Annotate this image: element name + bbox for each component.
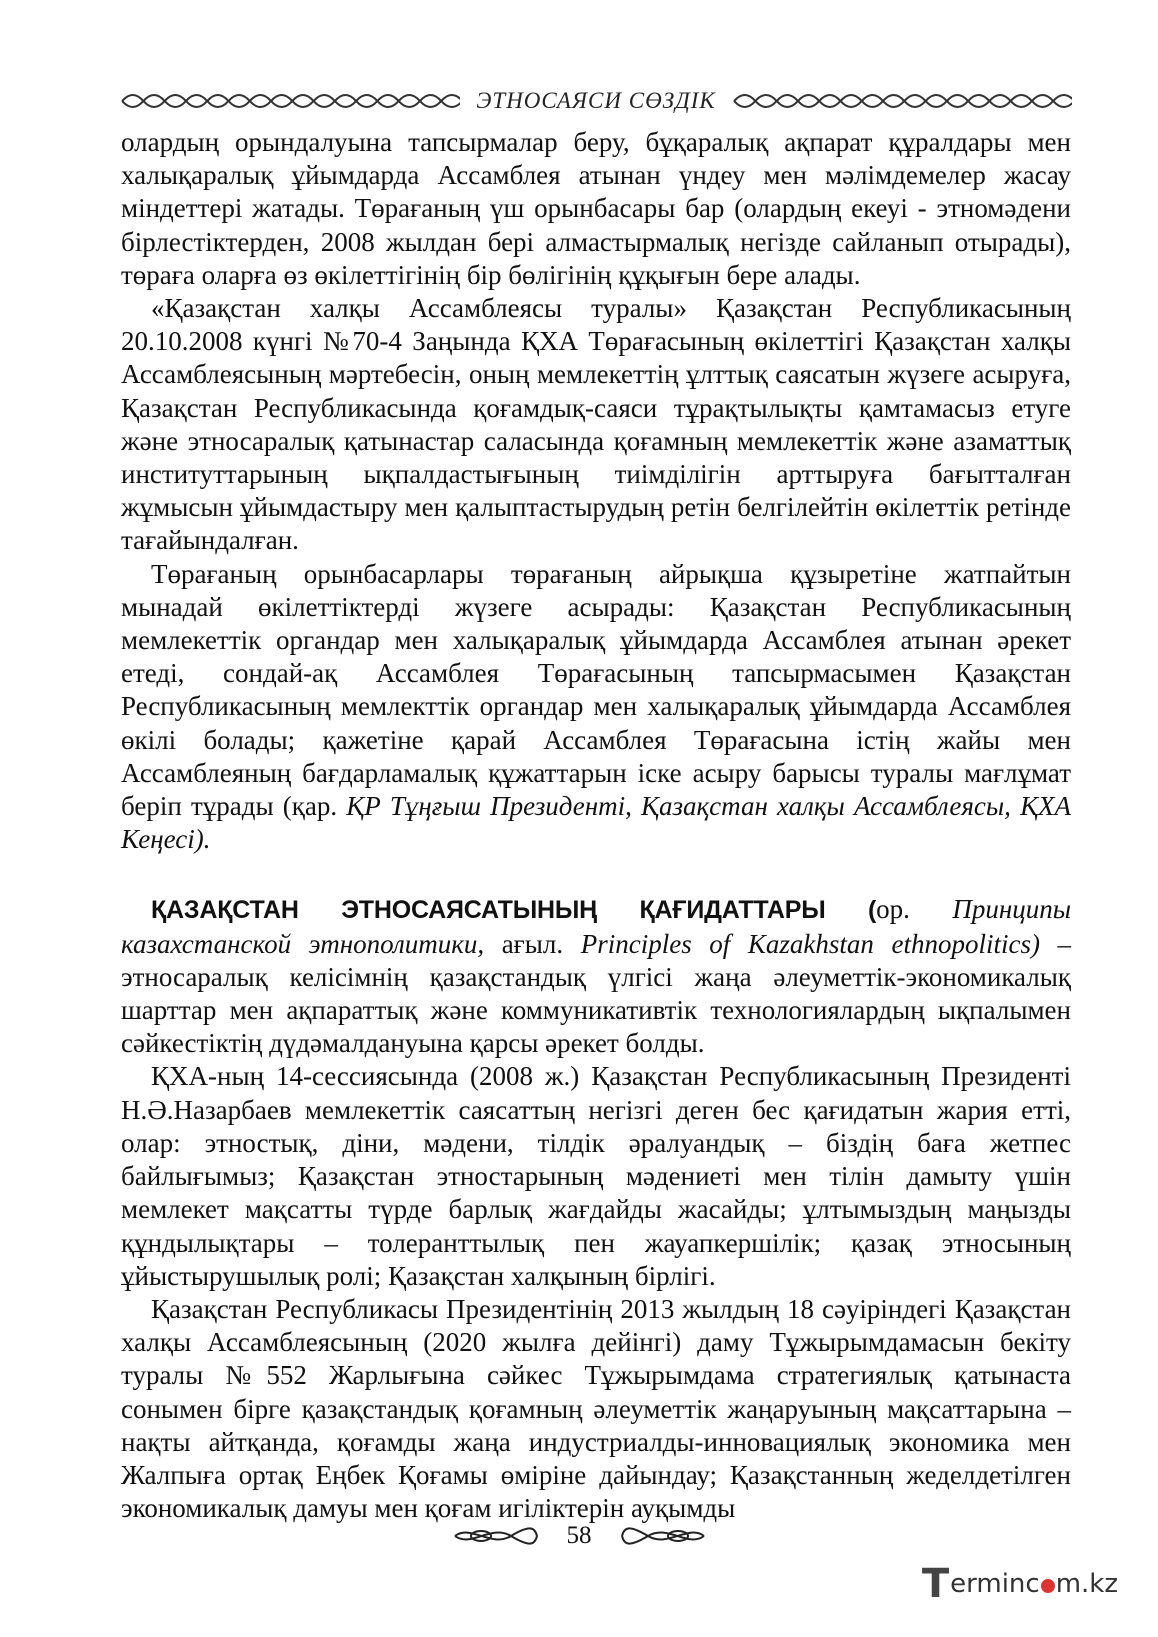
entry-definition: этносаралық келісімнің қазақстандық үлгісі жаңа әлеуметтік-экономикалық шарттар мен ақпараттық және коммуникативтік технологиялардың ықпалымен сәйкестіктің дүдәмалдануына қарсы әрекет болды. [121, 961, 1071, 1059]
paragraph-session: ҚХА-ның 14-сессиясында (2008 ж.) Қазақстан Республикасының Президенті Н.Ә.Назарбаев мемлекеттік саясаттың негізгі деген бес қағидатын жария етті, олар: этностық, діни, мәдени, тілдік әралуандық – біздің баға жетпес байлығымыз; Қазақстан этностарының мәдениеті мен тілін дамыту үшін мемлекет мақсатты түрде барлық жағдайды жасайды; ұлтымыздың маңызды құндылықтары – толеранттылық пен жауапкершілік; қазақ этносының ұйыстырушылық ролі; Қазақстан халқының бірлігі. [121, 1061, 1071, 1291]
ornament-right-icon [732, 88, 1072, 114]
entry-term: ҚАЗАҚСТАН ЭТНОСАЯСАТЫНЫҢ ҚАҒИДАТТАРЫ ( [151, 896, 877, 925]
ornament-left-icon [120, 88, 460, 114]
watermark-text-a: erminc [950, 1569, 1040, 1599]
page-footer [0, 1516, 1158, 1556]
watermark-initial: T [921, 1561, 950, 1607]
paragraph-deputies-text: Төрағаның орынбасарлары төрағаның айрықша құзыретіне жатпайтын мынадай өкілеттіктерді жүзеге асырады: Қазақстан Республикасының мемлекеттік органдар мен халықаралық ұйымдарда Ассамблея атынан әрекет етеді, сондай-ақ Ассамблея Төрағасының тапсырмасымен Қазақстан Республикасының мемлекттік органдар мен халықаралық ұйымдарда Ассамблея өкілі болады; қажетіне қарай Ассамблея Төрағасына істің жайы мен Ассамблеяның бағдарламалық құжаттарын іске асыру барысы туралы мағлұмат беріп тұрады (қар. [121, 558, 1071, 822]
paragraph-continued: олардың орындалуына тапсырмалар беру, бұқаралық ақпарат құралдары мен халықаралық ұйымдарда Ассамблея атынан үндеу мен мәлімдемелер жасау міндеттері жатады. Төрағаның үш орынбасары бар (олардың екеуі - этномәдени бірлестіктерден, 2008 жылдан бері алмастырмалық негізде сайланып отырады), төраға оларға өз өкілеттігінің бір бөлігінің құқығын бере алады. [121, 127, 1071, 290]
page-number: 58 [566, 1522, 592, 1549]
flourish-right-icon [618, 1522, 708, 1550]
header-title: ЭТНОСАЯСИ СӨЗДІК [476, 88, 716, 113]
entry-gap [121, 856, 1071, 893]
entry-en: Principles of Kazakhstan ethnopolitics) – [580, 928, 1072, 959]
page-body [121, 126, 1071, 1525]
paragraph-deputies [121, 558, 1071, 857]
cross-reference: ҚР Тұңғыш Президенті, Қазақстан халқы Ассамблеясы, ҚХА Кеңесі). [121, 791, 1071, 855]
running-header [120, 84, 1072, 118]
dictionary-entry [121, 893, 1071, 1060]
watermark-dot-icon [1041, 1579, 1055, 1593]
entry-ru-label: ор. [876, 894, 910, 925]
flourish-left-icon [451, 1522, 541, 1550]
entry-ru: Принципы казахстанской этнополитики, [121, 894, 1072, 959]
paragraph-decree: Қазақстан Республикасы Президентінің 2013 жылдың 18 сәуіріндегі Қазақстан халқы Ассамблеясының (2020 жылға дейінгі) даму Тұжырымдамасын бекіту туралы №552 Жарлығына сәйкес Тұжырымдама стратегиялық қатынаста сонымен бірге қазақстандық қоғамның әлеуметтік жаңаруының мақсаттарына – нақты айтқанда, қоғамды жаңа индустриалды-инновациялық экономика мен Жалпыға ортақ Еңбек Қоғамы өміріне дайындау; Қазақстанның жеделдетілген экономикалық дамуы мен қоғам игіліктерін ауқымды [121, 1293, 1071, 1524]
watermark-text-b: m.kz [1055, 1569, 1118, 1599]
site-watermark[interactable] [922, 1561, 1118, 1607]
entry-en-label: ағыл. [501, 928, 564, 959]
paragraph-law: «Қазақстан халқы Ассамблеясы туралы» Қазақстан Республикасының 20.10.2008 күнгі №70-4 Заңында ҚХА Төрағасының өкілеттігі Қазақстан халқы Ассамблеясының мәртебесін, оның мемлекеттің ұлттық саясатын жүзеге асыруға, Қазақстан Республикасында қоғамдық-саяси тұрақтылықты қамтамасыз етуге және этносаралық қатынастар саласында қоғамның мемлекеттік және азаматтық институттарының ықпалдастығының тиімділігін арттыруға бағытталған жұмысын ұйымдастыру мен қалыптастырудың ретін белгілейтін өкілеттік ретінде тағайындалған. [121, 293, 1071, 556]
